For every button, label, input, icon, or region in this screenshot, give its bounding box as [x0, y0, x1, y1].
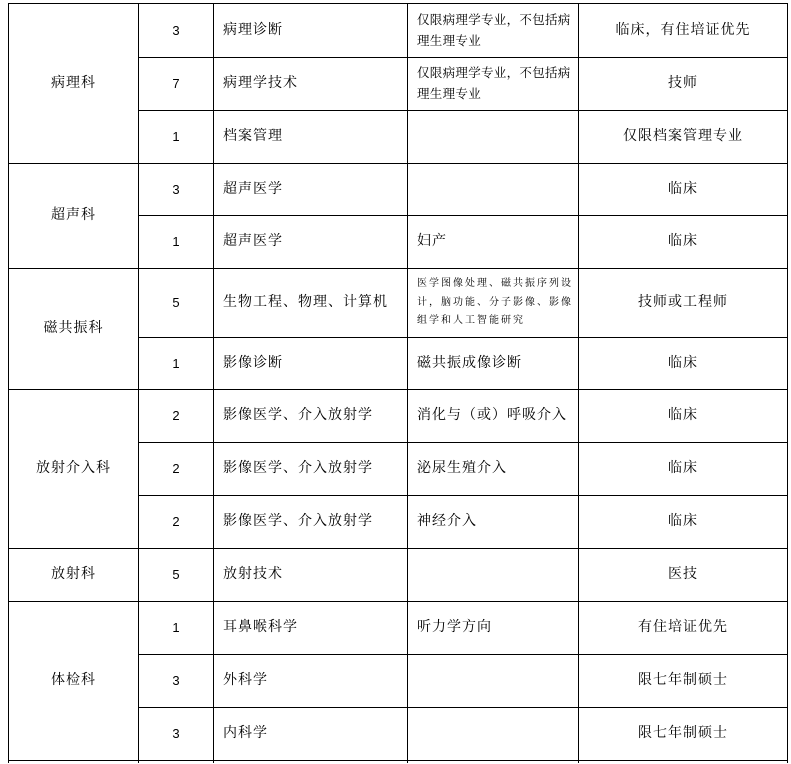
specialty-cell: 生物工程、物理、计算机: [214, 269, 408, 338]
requirement-cell: 临床: [579, 216, 788, 269]
count-cell: 3: [139, 164, 214, 216]
direction-cell-empty: [408, 549, 579, 602]
department-cell: 超声科: [9, 164, 139, 269]
table-continuation-cell: [9, 761, 139, 763]
specialty-cell: 病理诊断: [214, 4, 408, 58]
direction-cell: 消化与（或）呼吸介入: [408, 390, 579, 443]
count-cell: 3: [139, 4, 214, 58]
specialty-cell: 内科学: [214, 708, 408, 761]
count-cell: 1: [139, 338, 214, 390]
specialty-cell: 影像医学、介入放射学: [214, 496, 408, 549]
count-cell: 2: [139, 496, 214, 549]
specialty-cell: 影像医学、介入放射学: [214, 443, 408, 496]
specialty-cell: 耳鼻喉科学: [214, 602, 408, 655]
specialty-cell: 超声医学: [214, 164, 408, 216]
requirement-cell: 临床: [579, 338, 788, 390]
table-continuation-cell: [408, 761, 579, 763]
requirement-cell: 仅限档案管理专业: [579, 111, 788, 164]
requirement-cell: 有住培证优先: [579, 602, 788, 655]
specialty-cell: 病理学技术: [214, 58, 408, 111]
specialty-cell: 影像诊断: [214, 338, 408, 390]
count-cell: 2: [139, 390, 214, 443]
count-cell: 2: [139, 443, 214, 496]
count-cell: 1: [139, 216, 214, 269]
requirement-cell: 限七年制硕士: [579, 708, 788, 761]
direction-cell: 磁共振成像诊断: [408, 338, 579, 390]
specialty-cell: 影像医学、介入放射学: [214, 390, 408, 443]
requirement-cell: 技师: [579, 58, 788, 111]
direction-cell: 听力学方向: [408, 602, 579, 655]
table-continuation-cell: [579, 761, 788, 763]
direction-cell-empty: [408, 164, 579, 216]
direction-cell-empty: [408, 655, 579, 708]
specialty-cell: 外科学: [214, 655, 408, 708]
requirement-cell: 临床: [579, 496, 788, 549]
direction-cell: 仅限病理学专业，不包括病理生理专业: [408, 58, 579, 111]
specialty-cell: 超声医学: [214, 216, 408, 269]
requirement-cell: 临床: [579, 164, 788, 216]
count-cell: 3: [139, 655, 214, 708]
department-cell: 体检科: [9, 602, 139, 761]
count-cell: 1: [139, 111, 214, 164]
direction-cell: 仅限病理学专业，不包括病理生理专业: [408, 4, 579, 58]
table-continuation-cell: [214, 761, 408, 763]
requirement-cell: 临床: [579, 443, 788, 496]
specialty-cell: 放射技术: [214, 549, 408, 602]
direction-cell: 泌尿生殖介入: [408, 443, 579, 496]
requirement-cell: 技师或工程师: [579, 269, 788, 338]
positions-table: [8, 3, 788, 763]
count-cell: 7: [139, 58, 214, 111]
count-cell: 1: [139, 602, 214, 655]
direction-cell-empty: [408, 111, 579, 164]
department-cell: 放射介入科: [9, 390, 139, 549]
direction-cell-empty: [408, 708, 579, 761]
direction-cell: 妇产: [408, 216, 579, 269]
department-cell: 病理科: [9, 4, 139, 164]
count-cell: 5: [139, 549, 214, 602]
requirement-cell: 限七年制硕士: [579, 655, 788, 708]
department-cell: 磁共振科: [9, 269, 139, 390]
table-continuation-cell: [139, 761, 214, 763]
specialty-cell: 档案管理: [214, 111, 408, 164]
requirement-cell: 医技: [579, 549, 788, 602]
direction-cell: 神经介入: [408, 496, 579, 549]
requirement-cell: 临床，有住培证优先: [579, 4, 788, 58]
direction-cell: 医学图像处理、磁共振序列设计，脑功能、分子影像、影像组学和人工智能研究: [408, 269, 579, 338]
department-cell: 放射科: [9, 549, 139, 602]
requirement-cell: 临床: [579, 390, 788, 443]
count-cell: 3: [139, 708, 214, 761]
count-cell: 5: [139, 269, 214, 338]
